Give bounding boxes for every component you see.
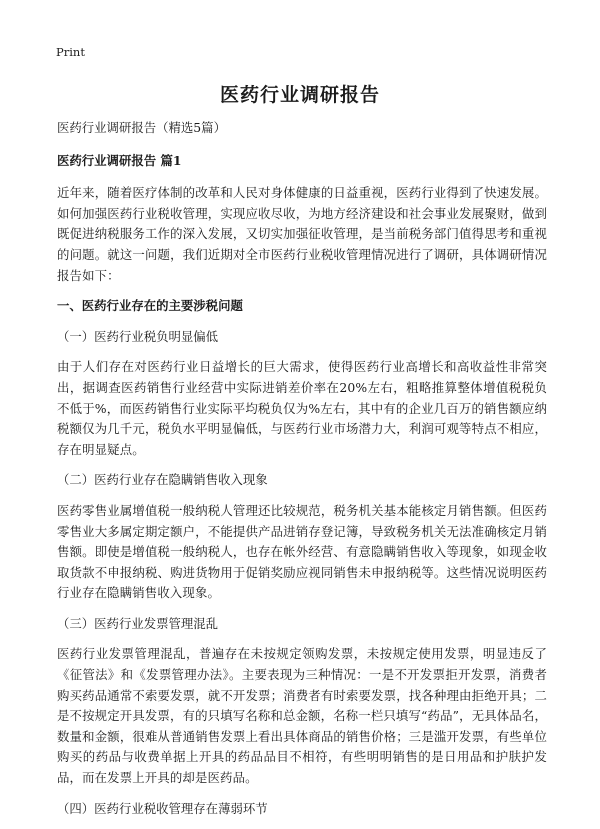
paragraph-1: 由于人们存在对医药行业日益增长的巨大需求，使得医药行业高增长和高收益性非常突出，据调查医药销售行业经营中实际进销差价率在20%左右，粗略推算整体增值税税负不低于%，而医药销售行业实际平均税负仅为%左右，其中有的企业几百万的销售额应纳税额仅为几千元，税负水平明显偏低，与医药行业市场潜力大，利润可观等特点不相应，存在明显疑点。 [57,359,547,457]
print-link[interactable]: Print [56,45,85,59]
sub-heading-1: （一）医药行业税负明显偏低 [57,328,219,344]
document-subtitle: 医药行业调研报告（精选5篇） [57,120,226,135]
document-title: 医药行业调研报告 [219,84,380,106]
sub-heading-4: （四）医药行业税收管理存在薄弱环节 [57,800,268,816]
paragraph-2: 医药零售业属增值税一般纳税人管理还比较规范，税务机关基本能核定月销售额。但医药零售业大多属定期定额户，不能提供产品进销存登记簿，导致税务机关无法准确核定月销售额。即使是增值税一般纳税人，也存在帐外经营、有意隐瞒销售收入等现象，如现金收取货款不申报纳税、购进货物用于促销奖励应视同销售未申报纳税等。这些情况说明医药行业存在隐瞒销售收入现象。 [57,502,547,601]
section-heading-1: 一、医药行业存在的主要涉税问题 [57,298,243,314]
sub-heading-2: （二）医药行业存在隐瞒销售收入现象 [57,472,268,488]
article-heading: 医药行业调研报告 篇1 [57,152,182,168]
sub-heading-3: （三）医药行业发票管理混乱 [57,615,219,631]
intro-paragraph: 近年来，随着医疗体制的改革和人民对身体健康的日益重视，医药行业得到了快速发展。如何加强医药行业税收管理，实现应收尽收，为地方经济建设和社会事业发展聚财，做到既促进纳税服务工作的深入发展，又切实加强征收管理，是当前税务部门值得思考和重视的问题。就这一问题，我们近期对全市医药行业税收管理情况进行了调研，具体调研情况报告如下： [57,185,547,283]
document-body [57,118,547,829]
paragraph-3: 医药行业发票管理混乱，普遍存在未按规定领购发票，未按规定使用发票，明显违反了《征管法》和《发票管理办法》。主要表现为三种情况：一是不开发票拒开发票，消费者购买药品通常不索要发票，就不开发票；消费者有时索要发票，找各种理由拒绝开具；二是不按规定开具发票，有的只填写名称和总金额，名称一栏只填写“药品”，无具体品名，数量和金额，很难从普通销售发票上看出具体商品的销售价格；三是滥开发票，有些单位购买的药品与收费单据上开具的药品品目不相符，有些明明销售的是日用品和护肤护发品，而在发票上开具的却是医药品。 [57,646,547,786]
